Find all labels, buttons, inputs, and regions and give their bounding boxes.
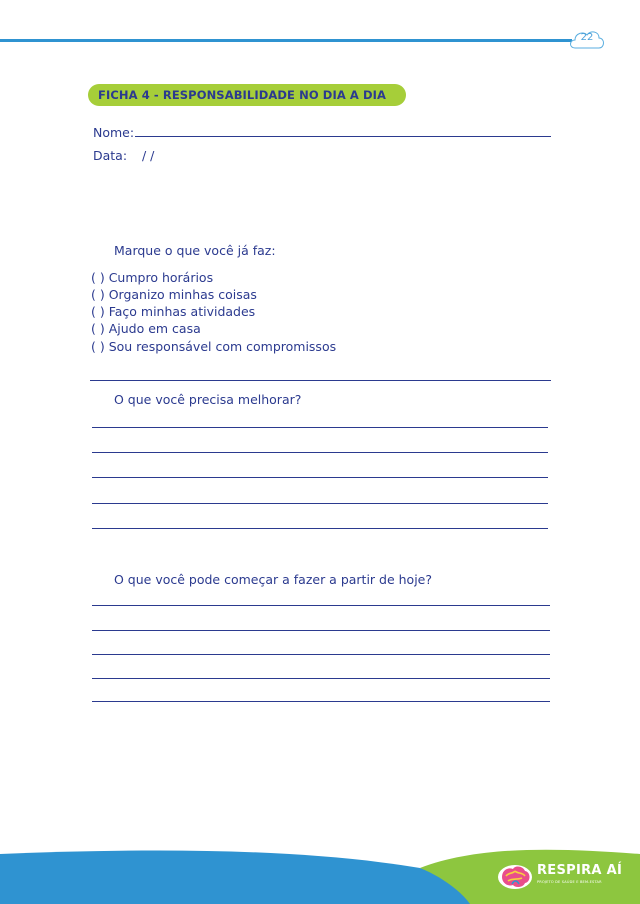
brain-icon <box>496 862 534 892</box>
answer-line[interactable] <box>92 452 548 453</box>
section-divider <box>90 380 551 381</box>
answer-line[interactable] <box>92 477 548 478</box>
page-number-badge <box>567 26 607 52</box>
nome-label: Nome: <box>93 125 135 140</box>
data-slashes: / / <box>142 148 155 163</box>
page-number: 22 <box>580 32 594 43</box>
checklist-item[interactable]: ( ) Ajudo em casa <box>91 321 201 336</box>
answer-line[interactable] <box>92 528 548 529</box>
checklist-item[interactable]: ( ) Cumpro horários <box>91 270 214 285</box>
answer-line[interactable] <box>92 654 550 655</box>
answer-line[interactable] <box>92 630 550 631</box>
answer-line[interactable] <box>92 678 550 679</box>
question-improve: O que você precisa melhorar? <box>114 392 302 407</box>
answer-line[interactable] <box>92 503 548 504</box>
answer-line[interactable] <box>92 427 548 428</box>
brand-logo <box>496 862 636 892</box>
header-rule <box>0 39 572 42</box>
answer-line[interactable] <box>92 605 550 606</box>
question-start-today: O que você pode começar a fazer a partir de hoje? <box>114 572 433 587</box>
worksheet-title: FICHA 4 - RESPONSABILIDADE NO DIA A DIA <box>98 88 387 102</box>
title-banner <box>88 84 406 106</box>
data-label: Data: <box>93 148 128 163</box>
checklist-prompt: Marque o que você já faz: <box>114 243 276 258</box>
checklist-item[interactable]: ( ) Sou responsável com compromissos <box>91 339 337 354</box>
answer-line[interactable] <box>92 701 550 702</box>
nome-line[interactable] <box>135 136 551 137</box>
brand-tagline: PROJETO DE SAÚDE E BEM-ESTAR <box>537 880 602 884</box>
brand-name: RESPIRA AÍ <box>537 863 623 878</box>
checklist-item[interactable]: ( ) Faço minhas atividades <box>91 304 256 319</box>
checklist-item[interactable]: ( ) Organizo minhas coisas <box>91 287 257 302</box>
